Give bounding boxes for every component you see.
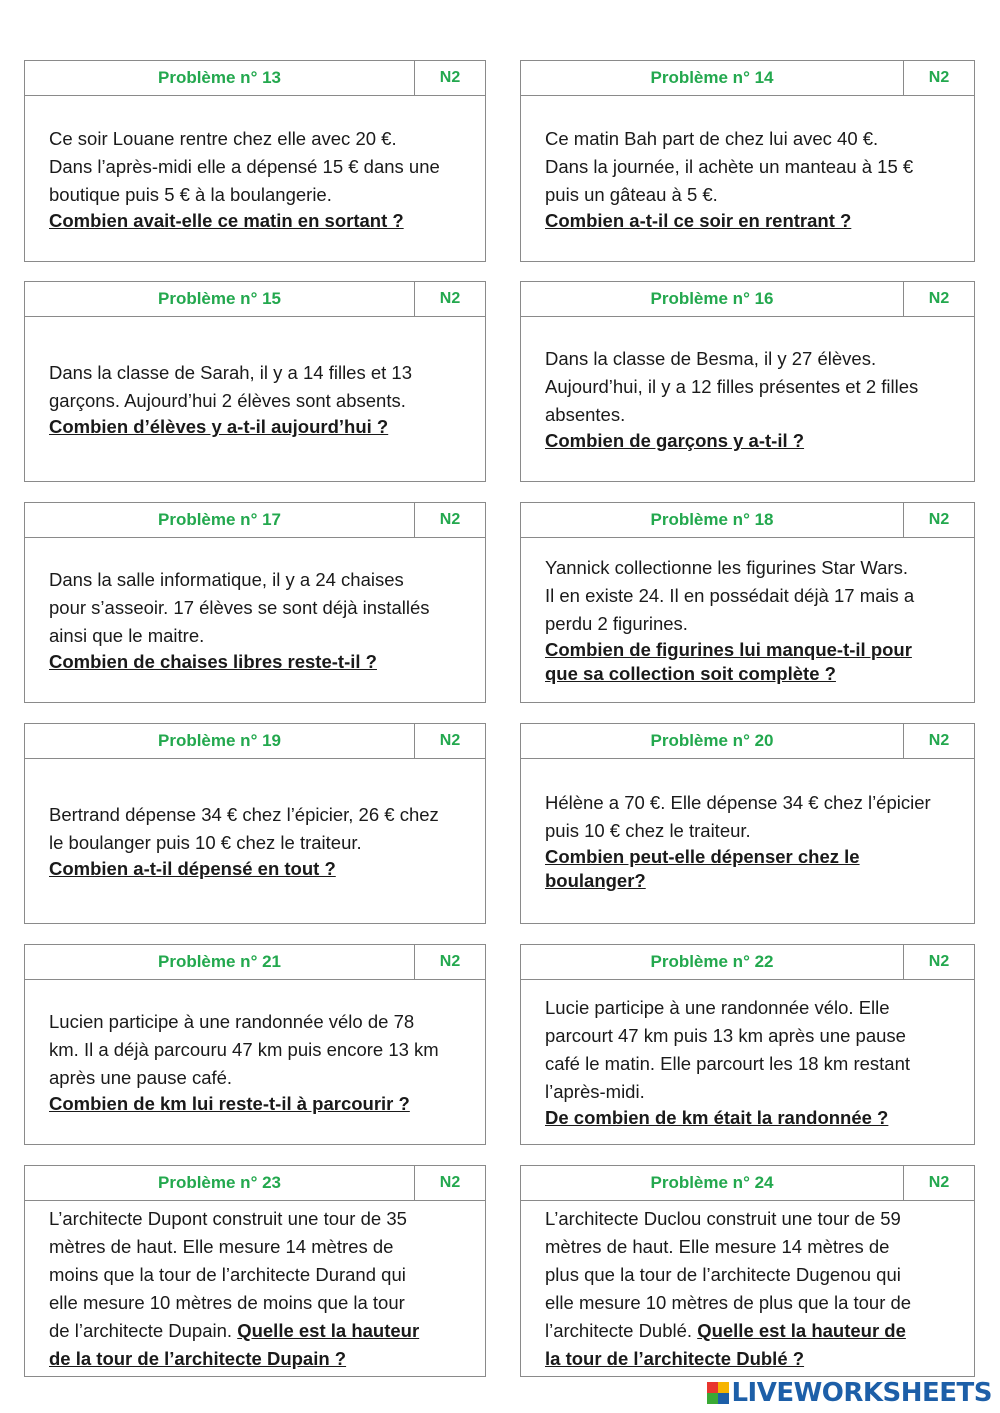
problem-header bbox=[521, 282, 974, 317]
text-line: boutique puis 5 € à la boulangerie. bbox=[49, 183, 332, 205]
problem-text bbox=[25, 1201, 485, 1376]
problem-text bbox=[521, 317, 974, 481]
text-line: Dans l’après-midi elle a dépensé 15 € dans une bbox=[49, 155, 440, 177]
text-line: Ce matin Bah part de chez lui avec 40 €. bbox=[545, 127, 879, 149]
text-line: puis 10 € chez le traiteur. bbox=[545, 820, 751, 841]
problem-text bbox=[25, 980, 485, 1144]
problem-title: Problème n° 15 bbox=[25, 282, 415, 316]
problem-title: Problème n° 16 bbox=[521, 282, 904, 316]
text-line: L’architecte Duclou construit une tour de 59 bbox=[545, 1208, 901, 1229]
problem-card-16 bbox=[520, 281, 975, 482]
logo-square bbox=[707, 1393, 718, 1404]
logo-square bbox=[707, 1382, 718, 1393]
text-line: elle mesure 10 mètres de plus que la tour de bbox=[545, 1292, 912, 1313]
text-line: elle mesure 10 mètres de moins que la tour bbox=[49, 1292, 405, 1313]
problem-card-13 bbox=[24, 60, 486, 262]
problem-question: Combien de garçons y a-t-il ? bbox=[545, 430, 805, 451]
problem-level: N2 bbox=[928, 1174, 950, 1191]
problem-card-18 bbox=[520, 502, 975, 703]
text-line: moins que la tour de l’architecte Durand qui bbox=[49, 1264, 406, 1285]
problem-question: boulanger? bbox=[545, 870, 646, 891]
text-line: L’architecte Dupont construit une tour de 35 bbox=[49, 1208, 407, 1229]
problem-level: N2 bbox=[439, 69, 461, 86]
text-line: Hélène a 70 €. Elle dépense 34 € chez l’épicier bbox=[545, 792, 931, 813]
text-line: Bertrand dépense 34 € chez l’épicier, 26 € chez bbox=[49, 804, 439, 825]
problem-text bbox=[25, 317, 485, 481]
text-line: Il en existe 24. Il en possédait déjà 17 mais a bbox=[545, 585, 915, 606]
problem-level: N2 bbox=[439, 511, 461, 528]
text-line: Dans la salle informatique, il y a 24 chaises bbox=[49, 569, 404, 590]
text-line: Ce soir Louane rentre chez elle avec 20 €. bbox=[49, 127, 397, 149]
problem-text bbox=[25, 538, 485, 702]
problem-level: N2 bbox=[928, 732, 950, 749]
text-line: garçons. Aujourd’hui 2 élèves sont absents. bbox=[49, 390, 406, 411]
logo-square bbox=[718, 1382, 729, 1393]
problem-text bbox=[521, 980, 974, 1144]
problem-card-15 bbox=[24, 281, 486, 482]
problem-header bbox=[521, 724, 974, 759]
problem-card-22 bbox=[520, 944, 975, 1145]
text-line: café le matin. Elle parcourt les 18 km restant bbox=[545, 1053, 911, 1074]
problem-level: N2 bbox=[439, 732, 461, 749]
text-line: mètres de haut. Elle mesure 14 mètres de bbox=[49, 1236, 394, 1257]
logo-text: LIVEWORKSHEETS bbox=[731, 1378, 992, 1408]
problem-title: Problème n° 21 bbox=[25, 945, 415, 979]
problem-text bbox=[521, 759, 974, 923]
text-line: ainsi que le maitre. bbox=[49, 625, 205, 646]
problem-question: de la tour de l’architecte Dupain ? bbox=[49, 1348, 347, 1369]
text-line: pour s’asseoir. 17 élèves se sont déjà installés bbox=[49, 597, 430, 618]
problem-header bbox=[25, 724, 485, 759]
problem-card-20 bbox=[520, 723, 975, 924]
problem-level: N2 bbox=[928, 511, 950, 528]
problem-title: Problème n° 22 bbox=[521, 945, 904, 979]
problem-text bbox=[521, 538, 974, 702]
text-line: après une pause café. bbox=[49, 1067, 233, 1088]
problem-card-21 bbox=[24, 944, 486, 1145]
problem-text bbox=[25, 96, 485, 261]
problem-question: Combien de chaises libres reste-t-il ? bbox=[49, 651, 377, 672]
problem-question: Combien a-t-il dépensé en tout ? bbox=[49, 858, 336, 879]
problem-card-24 bbox=[520, 1165, 975, 1377]
text-line: puis un gâteau à 5 €. bbox=[545, 183, 718, 205]
problem-level: N2 bbox=[928, 953, 950, 970]
problem-level: N2 bbox=[439, 953, 461, 970]
text-line: km. Il a déjà parcouru 47 km puis encore 13 km bbox=[49, 1039, 439, 1060]
problem-header bbox=[521, 61, 974, 96]
problem-card-19 bbox=[24, 723, 486, 924]
problem-header bbox=[521, 503, 974, 538]
problem-question: Quelle est la hauteur de bbox=[697, 1320, 906, 1341]
problem-card-14 bbox=[520, 60, 975, 262]
text-line bbox=[545, 1317, 966, 1345]
problem-title: Problème n° 19 bbox=[25, 724, 415, 758]
text-line: Lucie participe à une randonnée vélo. Elle bbox=[545, 997, 890, 1018]
problem-title: Problème n° 17 bbox=[25, 503, 415, 537]
problem-question: Combien a-t-il ce soir en rentrant ? bbox=[545, 209, 852, 231]
problem-header bbox=[521, 1166, 974, 1201]
problem-question: Combien peut-elle dépenser chez le bbox=[545, 846, 860, 867]
liveworksheets-logo bbox=[707, 1379, 992, 1407]
problem-header bbox=[25, 945, 485, 980]
problem-header bbox=[25, 282, 485, 317]
problem-header bbox=[25, 503, 485, 538]
text-line: Lucien participe à une randonnée vélo de 78 bbox=[49, 1011, 415, 1032]
text-line: le boulanger puis 10 € chez le traiteur. bbox=[49, 832, 362, 853]
problem-title: Problème n° 23 bbox=[25, 1166, 415, 1200]
text-line: Dans la classe de Sarah, il y a 14 filles et 13 bbox=[49, 362, 412, 383]
problem-question: Quelle est la hauteur bbox=[237, 1320, 420, 1341]
problem-question: que sa collection soit complète ? bbox=[545, 663, 836, 684]
text-line: Dans la journée, il achète un manteau à 15 € bbox=[545, 155, 914, 177]
problem-header bbox=[25, 61, 485, 96]
logo-square bbox=[718, 1393, 729, 1404]
text-line: Yannick collectionne les figurines Star Wars. bbox=[545, 557, 908, 578]
problem-question: la tour de l’architecte Dublé ? bbox=[545, 1348, 805, 1369]
text-line-start: l’architecte Dublé. bbox=[545, 1320, 698, 1341]
problem-card-23 bbox=[24, 1165, 486, 1377]
text-line: absentes. bbox=[545, 404, 626, 425]
problem-level: N2 bbox=[439, 1174, 461, 1191]
problem-question: Combien d’élèves y a-t-il aujourd’hui ? bbox=[49, 416, 389, 437]
problem-header bbox=[521, 945, 974, 980]
problem-title: Problème n° 20 bbox=[521, 724, 904, 758]
text-line: Aujourd’hui, il y a 12 filles présentes et 2 filles bbox=[545, 376, 919, 397]
text-line: l’après-midi. bbox=[545, 1081, 645, 1102]
text-line: Dans la classe de Besma, il y 27 élèves. bbox=[545, 348, 877, 369]
problem-text bbox=[521, 1201, 974, 1376]
text-line: parcourt 47 km puis 13 km après une pause bbox=[545, 1025, 906, 1046]
text-line bbox=[49, 1317, 477, 1345]
problem-question: Combien de figurines lui manque-t-il pour bbox=[545, 639, 912, 660]
logo-grid-icon bbox=[707, 1382, 729, 1404]
problem-level: N2 bbox=[439, 290, 461, 307]
problem-text bbox=[25, 759, 485, 923]
problem-title: Problème n° 24 bbox=[521, 1166, 904, 1200]
text-line: perdu 2 figurines. bbox=[545, 613, 688, 634]
problem-question: Combien de km lui reste-t-il à parcourir ? bbox=[49, 1093, 410, 1114]
problem-title: Problème n° 14 bbox=[521, 61, 904, 95]
text-line: plus que la tour de l’architecte Dugenou qui bbox=[545, 1264, 901, 1285]
problem-card-17 bbox=[24, 502, 486, 703]
problem-level: N2 bbox=[928, 290, 950, 307]
problem-question: De combien de km était la randonnée ? bbox=[545, 1107, 889, 1128]
problem-question: Combien avait-elle ce matin en sortant ? bbox=[49, 209, 404, 231]
problem-header bbox=[25, 1166, 485, 1201]
problem-title: Problème n° 18 bbox=[521, 503, 904, 537]
problem-level: N2 bbox=[928, 69, 950, 86]
text-line-start: de l’architecte Dupain. bbox=[49, 1320, 238, 1341]
problem-text bbox=[521, 96, 974, 261]
text-line: mètres de haut. Elle mesure 14 mètres de bbox=[545, 1236, 890, 1257]
problem-title: Problème n° 13 bbox=[25, 61, 415, 95]
